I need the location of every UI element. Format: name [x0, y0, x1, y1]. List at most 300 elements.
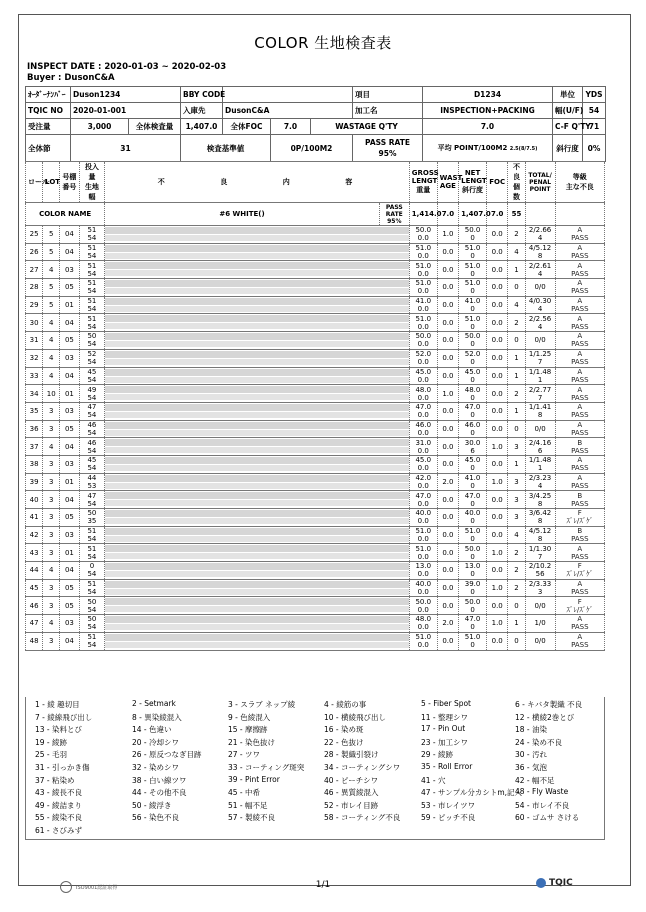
- foc: 0.0: [486, 367, 507, 385]
- grade: A PASS: [555, 296, 604, 314]
- net-length: 51.0 0: [459, 632, 487, 650]
- foc: 0.0: [486, 632, 507, 650]
- foc: 0.0: [486, 597, 507, 615]
- pass-rate-label: PASS RATE 95%: [353, 135, 423, 162]
- summary-gross: 1,414.0: [409, 203, 437, 226]
- net-length: 47.0 0: [459, 402, 487, 420]
- defect-count: 2: [508, 226, 525, 244]
- table-row: [26, 314, 605, 332]
- cart-no: 05: [60, 597, 79, 615]
- defect-count: 2: [508, 314, 525, 332]
- total-rolls: 31: [71, 135, 181, 162]
- width-values: 51 54: [79, 279, 105, 297]
- defect-strip: [105, 349, 410, 367]
- legend-item: 24 - 染め不良: [515, 737, 563, 747]
- roll-no: 31: [26, 332, 43, 350]
- roll-no: 28: [26, 279, 43, 297]
- penal-point: 3/6.42 8: [525, 509, 555, 527]
- foc: 0.0: [486, 332, 507, 350]
- legend-item: 4 - 綾筋の事: [324, 700, 367, 709]
- width-values: 51 54: [79, 226, 105, 244]
- legend-item: 16 - 染め斑: [324, 725, 364, 735]
- legend-item: 8 - 異染綾混入: [132, 712, 182, 722]
- grade: A PASS: [555, 615, 604, 633]
- width-values: 49 54: [79, 385, 105, 403]
- width-values: 47 54: [79, 402, 105, 420]
- roll-no: 34: [26, 385, 43, 403]
- width-values: 44 53: [79, 473, 105, 491]
- legend-item: 56 - 染色不良: [132, 813, 180, 823]
- legend-item: 60 - ゴムサ さける: [515, 813, 580, 823]
- width-values: 52 54: [79, 349, 105, 367]
- cart-no: 04: [60, 367, 79, 385]
- foc: 0.0: [486, 402, 507, 420]
- defect-strip: [105, 314, 410, 332]
- cart-no: 05: [60, 579, 79, 597]
- cart-no: 05: [60, 420, 79, 438]
- net-length: 39.0 0: [459, 579, 487, 597]
- lot-no: 3: [43, 579, 60, 597]
- roll-no: 25: [26, 226, 43, 244]
- col-roll: ロール: [26, 162, 43, 203]
- lot-no: 5: [43, 279, 60, 297]
- order-no-label: ｵｰﾀﾞｰﾅﾝﾊﾞｰ: [26, 87, 71, 103]
- grade: B PASS: [555, 526, 604, 544]
- lot-no: 3: [43, 473, 60, 491]
- gross-length: 41.0 0.0: [409, 296, 437, 314]
- defect-count: 4: [508, 526, 525, 544]
- gross-length: 50.0 0.0: [409, 597, 437, 615]
- cart-no: 04: [60, 314, 79, 332]
- unit: YDS: [583, 87, 606, 103]
- defect-count: 1: [508, 402, 525, 420]
- grade: A PASS: [555, 632, 604, 650]
- lot-no: 5: [43, 226, 60, 244]
- legend-item: 49 - 綾詰まり: [35, 800, 83, 810]
- table-row: [26, 473, 605, 491]
- lot-no: 4: [43, 562, 60, 580]
- table-row: [26, 509, 605, 527]
- gross-length: 51.0 0.0: [409, 314, 437, 332]
- color-name: #6 WHITE(): [105, 203, 379, 226]
- width-values: 50 54: [79, 332, 105, 350]
- lot-no: 4: [43, 261, 60, 279]
- lot-no: 3: [43, 509, 60, 527]
- wastage: 0.0: [437, 279, 458, 297]
- roll-no: 38: [26, 455, 43, 473]
- cart-no: 04: [60, 632, 79, 650]
- grade: A PASS: [555, 420, 604, 438]
- grade: F ｽﾞﾚ/ｽﾞｹﾞ: [555, 509, 604, 527]
- net-length: 41.0 0: [459, 473, 487, 491]
- grade: A PASS: [555, 367, 604, 385]
- gross-length: 52.0 0.0: [409, 349, 437, 367]
- defect-strip: [105, 473, 410, 491]
- skew-label: 斜行度: [553, 135, 583, 162]
- legend-item: 29 - 綾跡: [421, 750, 454, 760]
- table-row: [26, 349, 605, 367]
- width-values: 51 54: [79, 632, 105, 650]
- wastage: 0.0: [437, 491, 458, 509]
- penal-point: 1/1.25 7: [525, 349, 555, 367]
- header-table: [25, 86, 606, 119]
- cart-no: 04: [60, 243, 79, 261]
- net-length: 51.0 0: [459, 279, 487, 297]
- cart-no: 05: [60, 332, 79, 350]
- roll-no: 32: [26, 349, 43, 367]
- penal-point: 1/1.48 1: [525, 455, 555, 473]
- defect-strip: [105, 491, 410, 509]
- total-inspect: 1,407.0: [181, 119, 223, 135]
- wastage: 1.0: [437, 226, 458, 244]
- lot-no: 4: [43, 438, 60, 456]
- defect-count: 0: [508, 332, 525, 350]
- tqic-logo: TQIC: [536, 878, 573, 888]
- width-label: 幅(U/F): [553, 103, 583, 119]
- gross-length: 51.0 0.0: [409, 279, 437, 297]
- legend-item: 22 - 色抜け: [324, 737, 364, 747]
- width-values: 51 54: [79, 526, 105, 544]
- wastage: 1.0: [437, 385, 458, 403]
- wastage: 7.0: [423, 119, 553, 135]
- defect-strip: [105, 226, 410, 244]
- roll-no: 44: [26, 562, 43, 580]
- foc: 0.0: [486, 526, 507, 544]
- lot-no: 5: [43, 243, 60, 261]
- header-table-2: [25, 118, 606, 162]
- penal-point: 2/2.56 4: [525, 314, 555, 332]
- wastage: 0.0: [437, 243, 458, 261]
- lot-no: 3: [43, 420, 60, 438]
- legend-item: 17 - Pin Out: [421, 724, 466, 734]
- legend-item: 30 - 汚れ: [515, 750, 548, 760]
- foc: 0.0: [486, 385, 507, 403]
- gross-length: 40.0 0.0: [409, 509, 437, 527]
- legend-item: 20 - 冷却シワ: [132, 737, 180, 747]
- foc: 0.0: [486, 243, 507, 261]
- col-defect-count: 不良個数: [508, 162, 525, 203]
- penal-point: 2/10.2 56: [525, 562, 555, 580]
- defect-strip: [105, 615, 410, 633]
- defect-count: 4: [508, 243, 525, 261]
- table-row: [26, 579, 605, 597]
- legend-item: 23 - 加工シワ: [421, 737, 469, 747]
- foc: 0.0: [486, 226, 507, 244]
- lot-no: 4: [43, 314, 60, 332]
- net-length: 51.0 0: [459, 526, 487, 544]
- legend-item: 43 - 綾長不良: [35, 788, 83, 798]
- legend-item: 42 - 幅不足: [515, 775, 555, 785]
- grade: A PASS: [555, 226, 604, 244]
- gross-length: 48.0 0.0: [409, 615, 437, 633]
- legend-item: 33 - コーティング斑突: [228, 763, 305, 772]
- table-row: [26, 597, 605, 615]
- summary-foc: 7.0: [486, 203, 507, 226]
- net-length: 50.0 0: [459, 544, 487, 562]
- defect-strip: [105, 420, 410, 438]
- cart-no: 03: [60, 349, 79, 367]
- cart-no: 01: [60, 385, 79, 403]
- roll-no: 41: [26, 509, 43, 527]
- net-length: 50.0 0: [459, 597, 487, 615]
- grade: A PASS: [555, 261, 604, 279]
- legend-item: 27 - ツワ: [228, 750, 261, 760]
- wastage: 0.0: [437, 261, 458, 279]
- foc: 1.0: [486, 579, 507, 597]
- defect-strip: [105, 243, 410, 261]
- wastage: 0.0: [437, 544, 458, 562]
- penal-point: 1/1.41 8: [525, 402, 555, 420]
- cart-no: 01: [60, 296, 79, 314]
- legend-item: 14 - 色違い: [132, 725, 172, 735]
- legend-item: 3 - スラブ ネップ綾: [228, 700, 296, 709]
- legend-item: 48 - Fly Waste: [515, 787, 569, 797]
- wastage: 2.0: [437, 615, 458, 633]
- gross-length: 50.0 0.0: [409, 226, 437, 244]
- wastage: 0.0: [437, 526, 458, 544]
- col-defects: 不 良 内 容: [105, 162, 410, 203]
- width-values: 50 54: [79, 615, 105, 633]
- cart-no: 01: [60, 544, 79, 562]
- gross-length: 13.0 0.0: [409, 562, 437, 580]
- rows-body: [26, 226, 605, 651]
- grade: A PASS: [555, 279, 604, 297]
- net-length: 51.0 0: [459, 261, 487, 279]
- defect-strip: [105, 597, 410, 615]
- cart-no: 04: [60, 438, 79, 456]
- legend-item: 39 - Pint Error: [228, 774, 280, 784]
- lot-no: 3: [43, 455, 60, 473]
- width-values: 51 54: [79, 296, 105, 314]
- roll-no: 27: [26, 261, 43, 279]
- table-row: [26, 420, 605, 438]
- summary-row: [26, 203, 605, 226]
- roll-no: 30: [26, 314, 43, 332]
- defect-strip: [105, 562, 410, 580]
- wastage: 0.0: [437, 438, 458, 456]
- roll-no: 35: [26, 402, 43, 420]
- col-waste: WAST AGE: [437, 162, 458, 203]
- table-row: [26, 632, 605, 650]
- penal-point: 2/3.23 4: [525, 473, 555, 491]
- legend-item: 31 - 引っかき傷: [35, 763, 90, 772]
- legend-item: 44 - その他不良: [132, 788, 187, 798]
- roll-no: 26: [26, 243, 43, 261]
- wastage: 0.0: [437, 509, 458, 527]
- legend-item: 12 - 横綾2巻とび: [515, 712, 575, 722]
- grade: A PASS: [555, 314, 604, 332]
- legend-item: 57 - 製綾不良: [228, 813, 276, 823]
- net-length: 50.0 0: [459, 226, 487, 244]
- grade: A PASS: [555, 455, 604, 473]
- col-net: NET LENGT 斜行度: [459, 162, 487, 203]
- defect-strip: [105, 526, 410, 544]
- penal-point: 1/1.30 7: [525, 544, 555, 562]
- foc: 0.0: [486, 491, 507, 509]
- standard-label: 検査基準値: [181, 135, 271, 162]
- lot-no: 3: [43, 632, 60, 650]
- penal-point: 4/5.12 8: [525, 526, 555, 544]
- penal-point: 2/3.33 3: [525, 579, 555, 597]
- legend-item: 2 - Setmark: [132, 699, 176, 708]
- defect-count: 1: [508, 615, 525, 633]
- grade: A PASS: [555, 243, 604, 261]
- received-label: 受注量: [26, 119, 71, 135]
- legend-item: 1 - 綾 趣切目: [35, 700, 80, 709]
- roll-no: 40: [26, 491, 43, 509]
- cart-no: 03: [60, 261, 79, 279]
- foc: 0.0: [486, 279, 507, 297]
- item-label: 項目: [353, 87, 423, 103]
- roll-no: 45: [26, 579, 43, 597]
- legend-item: 38 - 白い線ツワ: [132, 775, 187, 785]
- legend-item: 37 - 粘染め: [35, 775, 75, 785]
- table-row: [26, 385, 605, 403]
- legend-item: 61 - さびみず: [35, 826, 83, 835]
- table-row: [26, 491, 605, 509]
- table-row: [26, 438, 605, 456]
- legend-item: 58 - コーティング不良: [324, 813, 401, 823]
- penal-point: 2/2.66 4: [525, 226, 555, 244]
- penal-point: 0/0: [525, 420, 555, 438]
- penal-point: 3/4.25 8: [525, 491, 555, 509]
- defect-count: 1: [508, 261, 525, 279]
- received: 3,000: [71, 119, 129, 135]
- legend-item: 53 - 市レイツワ: [421, 800, 476, 810]
- wastage-label: WASTAGE Q'TY: [311, 119, 423, 135]
- page-number: 1/1: [315, 880, 331, 890]
- defect-count: 2: [508, 562, 525, 580]
- net-length: 41.0 0: [459, 296, 487, 314]
- width-values: 45 54: [79, 367, 105, 385]
- defect-strip: [105, 438, 410, 456]
- cart-no: 03: [60, 402, 79, 420]
- width-values: 46 54: [79, 438, 105, 456]
- wastage: 0.0: [437, 367, 458, 385]
- width-values: 51 54: [79, 314, 105, 332]
- table-row: [26, 562, 605, 580]
- legend-item: 10 - 横綾飛び出し: [324, 712, 387, 722]
- grade: A PASS: [555, 544, 604, 562]
- process: INSPECTION+PACKING: [423, 103, 553, 119]
- tqic-no: 2020-01-001: [71, 103, 181, 119]
- net-length: 30.0 6: [459, 438, 487, 456]
- roll-no: 37: [26, 438, 43, 456]
- cart-no: 05: [60, 279, 79, 297]
- avg-point: 2.5(8/7.5): [509, 146, 538, 152]
- table-row: [26, 243, 605, 261]
- legend-item: 59 - ピッチ不良: [421, 813, 476, 823]
- defect-count: 2: [508, 385, 525, 403]
- roll-no: 42: [26, 526, 43, 544]
- defect-strip: [105, 296, 410, 314]
- total-inspect-label: 全体検査量: [129, 119, 181, 135]
- factory-label: 入庫先: [181, 103, 223, 119]
- penal-point: 0/0: [525, 332, 555, 350]
- defect-count: 3: [508, 509, 525, 527]
- width-values: 0 54: [79, 562, 105, 580]
- grade: A PASS: [555, 349, 604, 367]
- col-foc: FOC: [486, 162, 507, 203]
- table-row: [26, 615, 605, 633]
- gross-length: 51.0 0.0: [409, 243, 437, 261]
- wastage: 0.0: [437, 402, 458, 420]
- total-foc: 7.0: [271, 119, 311, 135]
- legend-item: 52 - 市レイ目跡: [324, 800, 379, 810]
- legend-item: 36 - 気泡: [515, 763, 548, 772]
- defect-strip: [105, 509, 410, 527]
- gross-length: 50.0 0.0: [409, 332, 437, 350]
- total-foc-label: 全体FOC: [223, 119, 271, 135]
- cart-no: 05: [60, 509, 79, 527]
- table-row: [26, 261, 605, 279]
- width-values: 51 54: [79, 243, 105, 261]
- defect-count: 0: [508, 632, 525, 650]
- grade: A PASS: [555, 332, 604, 350]
- legend-item: 6 - キバタ製織 不良: [515, 700, 583, 709]
- legend-item: 18 - 油染: [515, 725, 548, 735]
- legend-item: 21 - 染色抜け: [228, 737, 276, 747]
- width-values: 47 54: [79, 491, 105, 509]
- width-values: 46 54: [79, 420, 105, 438]
- defect-count: 2: [508, 544, 525, 562]
- wastage: 0.0: [437, 579, 458, 597]
- legend-item: 9 - 色綾混入: [228, 712, 271, 722]
- table-row: [26, 332, 605, 350]
- inspect-date: INSPECT DATE : 2020-01-03 ~ 2020-02-03: [27, 62, 227, 72]
- legend-item: 54 - 市レイ不良: [515, 800, 570, 810]
- foc: 0.0: [486, 349, 507, 367]
- wastage: 0.0: [437, 632, 458, 650]
- net-length: 46.0 0: [459, 420, 487, 438]
- defect-strip: [105, 455, 410, 473]
- grade: B PASS: [555, 438, 604, 456]
- bby-code-label: BBY CODE: [181, 87, 223, 103]
- legend-item: 32 - 染めシワ: [132, 763, 180, 772]
- roll-no: 36: [26, 420, 43, 438]
- gross-length: 42.0 0.0: [409, 473, 437, 491]
- tqic-logo-icon: [536, 878, 546, 888]
- gross-length: 46.0 0.0: [409, 420, 437, 438]
- legend-item: 45 - 中希: [228, 788, 261, 798]
- summary-net: 1,407.0: [459, 203, 487, 226]
- column-header-row: [26, 162, 605, 203]
- legend-item: 26 - 原反つなぎ目跡: [132, 750, 202, 760]
- gross-length: 45.0 0.0: [409, 367, 437, 385]
- col-cart: 号棚番号: [60, 162, 79, 203]
- page-title: COLOR 生地検査表: [254, 34, 392, 52]
- grade: A PASS: [555, 385, 604, 403]
- defect-strip: [105, 385, 410, 403]
- summary-waste: 7.0: [437, 203, 458, 226]
- color-name-label: COLOR NAME: [26, 203, 105, 226]
- order-no: Duson1234: [71, 87, 181, 103]
- penal-point: 0/0: [525, 279, 555, 297]
- foc: 0.0: [486, 455, 507, 473]
- grade: F ｽﾞﾚ/ｽﾞｹﾞ: [555, 597, 604, 615]
- width-values: 51 54: [79, 261, 105, 279]
- grade: A PASS: [555, 579, 604, 597]
- grade: B PASS: [555, 491, 604, 509]
- wastage: 0.0: [437, 562, 458, 580]
- skew: 0%: [583, 135, 606, 162]
- col-grade: 等級 主な不良: [555, 162, 604, 203]
- lot-no: 4: [43, 615, 60, 633]
- lot-no: 5: [43, 296, 60, 314]
- lot-no: 3: [43, 544, 60, 562]
- summary-pass-rate: PASS RATE 95%: [379, 203, 409, 226]
- col-gross: GROSS LENGT 重量: [409, 162, 437, 203]
